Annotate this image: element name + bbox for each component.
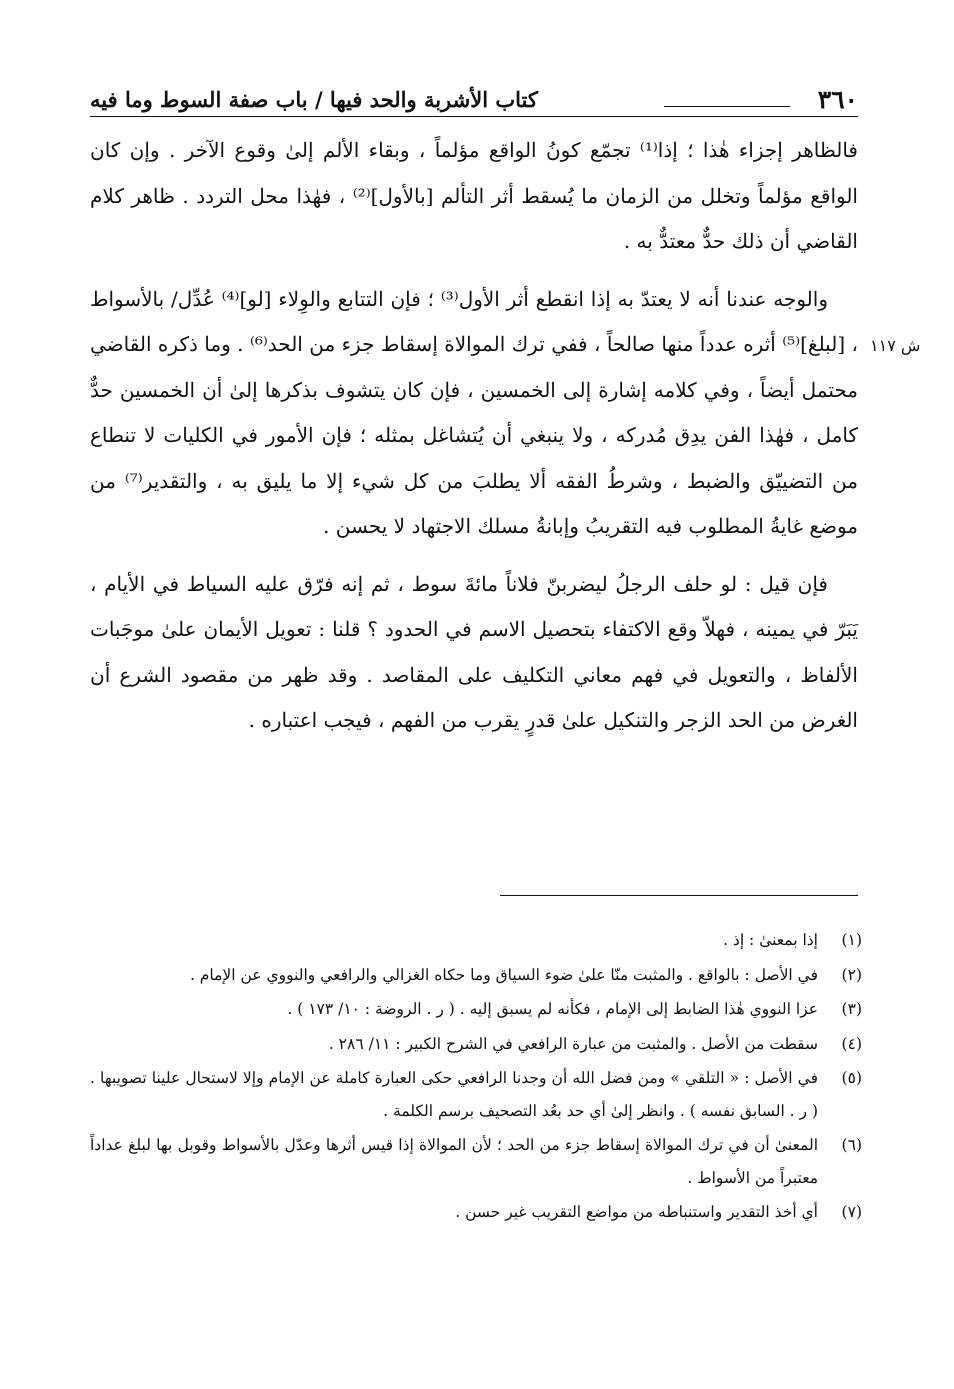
footnote-number: (٦) — [841, 1136, 862, 1154]
footnote-text: في الأصل : « التلقي » ومن فضل الله أن وجدنا الرافعي حكى العبارة كاملة عن الإمام وإلا لاستحال علينا تصويبها . ( ر . السابق نفسه ) . وانظر إلىٰ أي حد بعُد التصحيف برسم الكلمة . — [90, 1069, 818, 1120]
paragraph-2: والوجه عندنا أنه لا يعتدّ به إذا انقطع أثر الأول⁽³⁾ ؛ فإن التتابع والوِلاء [لو]⁽⁴⁾ عُدِّل/ بالأسواط ، [لبلغ]⁽⁵⁾ أثره عدداً منها صالحاً ، ففي ترك الموالاة إسقاط جزء من الحد⁽⁶⁾ . وما ذكره القاضي محتمل أيضاً ، وفي كلامه إشارة إلى الخمسين ، فإن كان يتشوف بذكرها إلىٰ أن الخمسين حدٌّ كامل ، فهٰذا الفن يدِق مُدركه ، ولا ينبغي أن يُتشاغل بمثله ؛ فإن الأمور في الكليات لا تنطاع من التضييّق والضبط ، وشرطُ الفقه ألا يطلبَ من كل شيء إلا ما يليق به ، والتقدير⁽⁷⁾ من موضع غايةُ المطلوب فيه التقريبُ وإبانةُ مسلك الاجتهاد لا يحسن . — [90, 286, 858, 538]
footnote-number: (٣) — [841, 1000, 862, 1018]
footnote — [90, 1028, 862, 1061]
footnote-number: (٤) — [841, 1034, 862, 1053]
footnote — [90, 924, 862, 957]
footnote — [90, 959, 862, 992]
footnotes — [90, 924, 862, 1231]
main-text — [90, 128, 858, 744]
footnote-separator — [500, 895, 858, 896]
header-rule — [664, 106, 790, 107]
paragraph-1: فالظاهر إجزاء هٰذا ؛ إذا⁽¹⁾ تجمّع كونُ الواقع مؤلماً ، وبقاء الألم إلىٰ وقوع الآخر . وإن كان الواقع مؤلماً وتخلل من الزمان ما يُسقط أثر التألم [بالأول]⁽²⁾ ، فهٰذا محل التردد . ظاهر كلام القاضي أن ذلك حدٌّ معتدٌّ به . — [90, 138, 858, 253]
footnote-number: (٧) — [841, 1203, 862, 1221]
page-number: ٣٦٠ — [817, 85, 858, 114]
paragraph-3: فإن قيل : لو حلف الرجلُ ليضربنّ فلاناً مائةَ سوط ، ثم إنه فرّق عليه السياط في الأيام ، يَبَرّ في يمينه ، فهلاّ وقع الاكتفاء بتحصيل الاسم في الحدود ؟ قلنا : تعويل الأيمان علىٰ موجَبات الألفاظ ، والتعويل في فهم معاني التكليف على المقاصد . وقد ظهر من مقصود الشرع أن الغرض من الحد الزجر والتنكيل علىٰ قدرٍ يقرب من الفهم ، فيجب اعتباره . — [90, 571, 858, 732]
footnote-text: سقطت من الأصل . والمثبت من عبارة الرافعي في الشرح الكبير : ١١/ ٢٨٦ . — [328, 1034, 818, 1053]
footnote — [90, 1129, 862, 1194]
footnote-text: في الأصل : بالواقع . والمثبت منّا علىٰ ضوء السياق وما حكاه الغزالي والرافعي والنووي عن الإمام . — [189, 965, 818, 984]
footnote-text: أي أخذ التقدير واستنباطه من مواضع التقريب غير حسن . — [455, 1203, 818, 1221]
footnote-number: (٥) — [841, 1069, 862, 1087]
footnote-number: (١) — [841, 931, 862, 949]
page-header — [90, 84, 858, 117]
margin-manuscript-reference: ش ١١٧ — [870, 336, 921, 355]
running-title: كتاب الأشربة والحد فيها / باب صفة السوط وما فيه — [90, 87, 538, 112]
footnote-number: (٢) — [841, 965, 862, 984]
footnote-text: المعنىٰ أن في ترك الموالاة إسقاط جزء من الحد ؛ لأن الموالاة إذا قيس أثرها وعدّل بالأسواط وقوبل بها لبلغ عداداً معتبراً من الأسواط . — [90, 1136, 819, 1187]
footnote-text: عزا النووي هٰذا الضابط إلى الإمام ، فكأنه لم يسبق إليه . ( ر . الروضة : ١٠/ ١٧٣ ) . — [287, 1000, 818, 1018]
footnote — [90, 1062, 862, 1127]
footnote — [90, 993, 862, 1026]
footnote-text: إذا بمعنىٰ : إذ . — [723, 931, 818, 949]
footnote — [90, 1196, 862, 1229]
